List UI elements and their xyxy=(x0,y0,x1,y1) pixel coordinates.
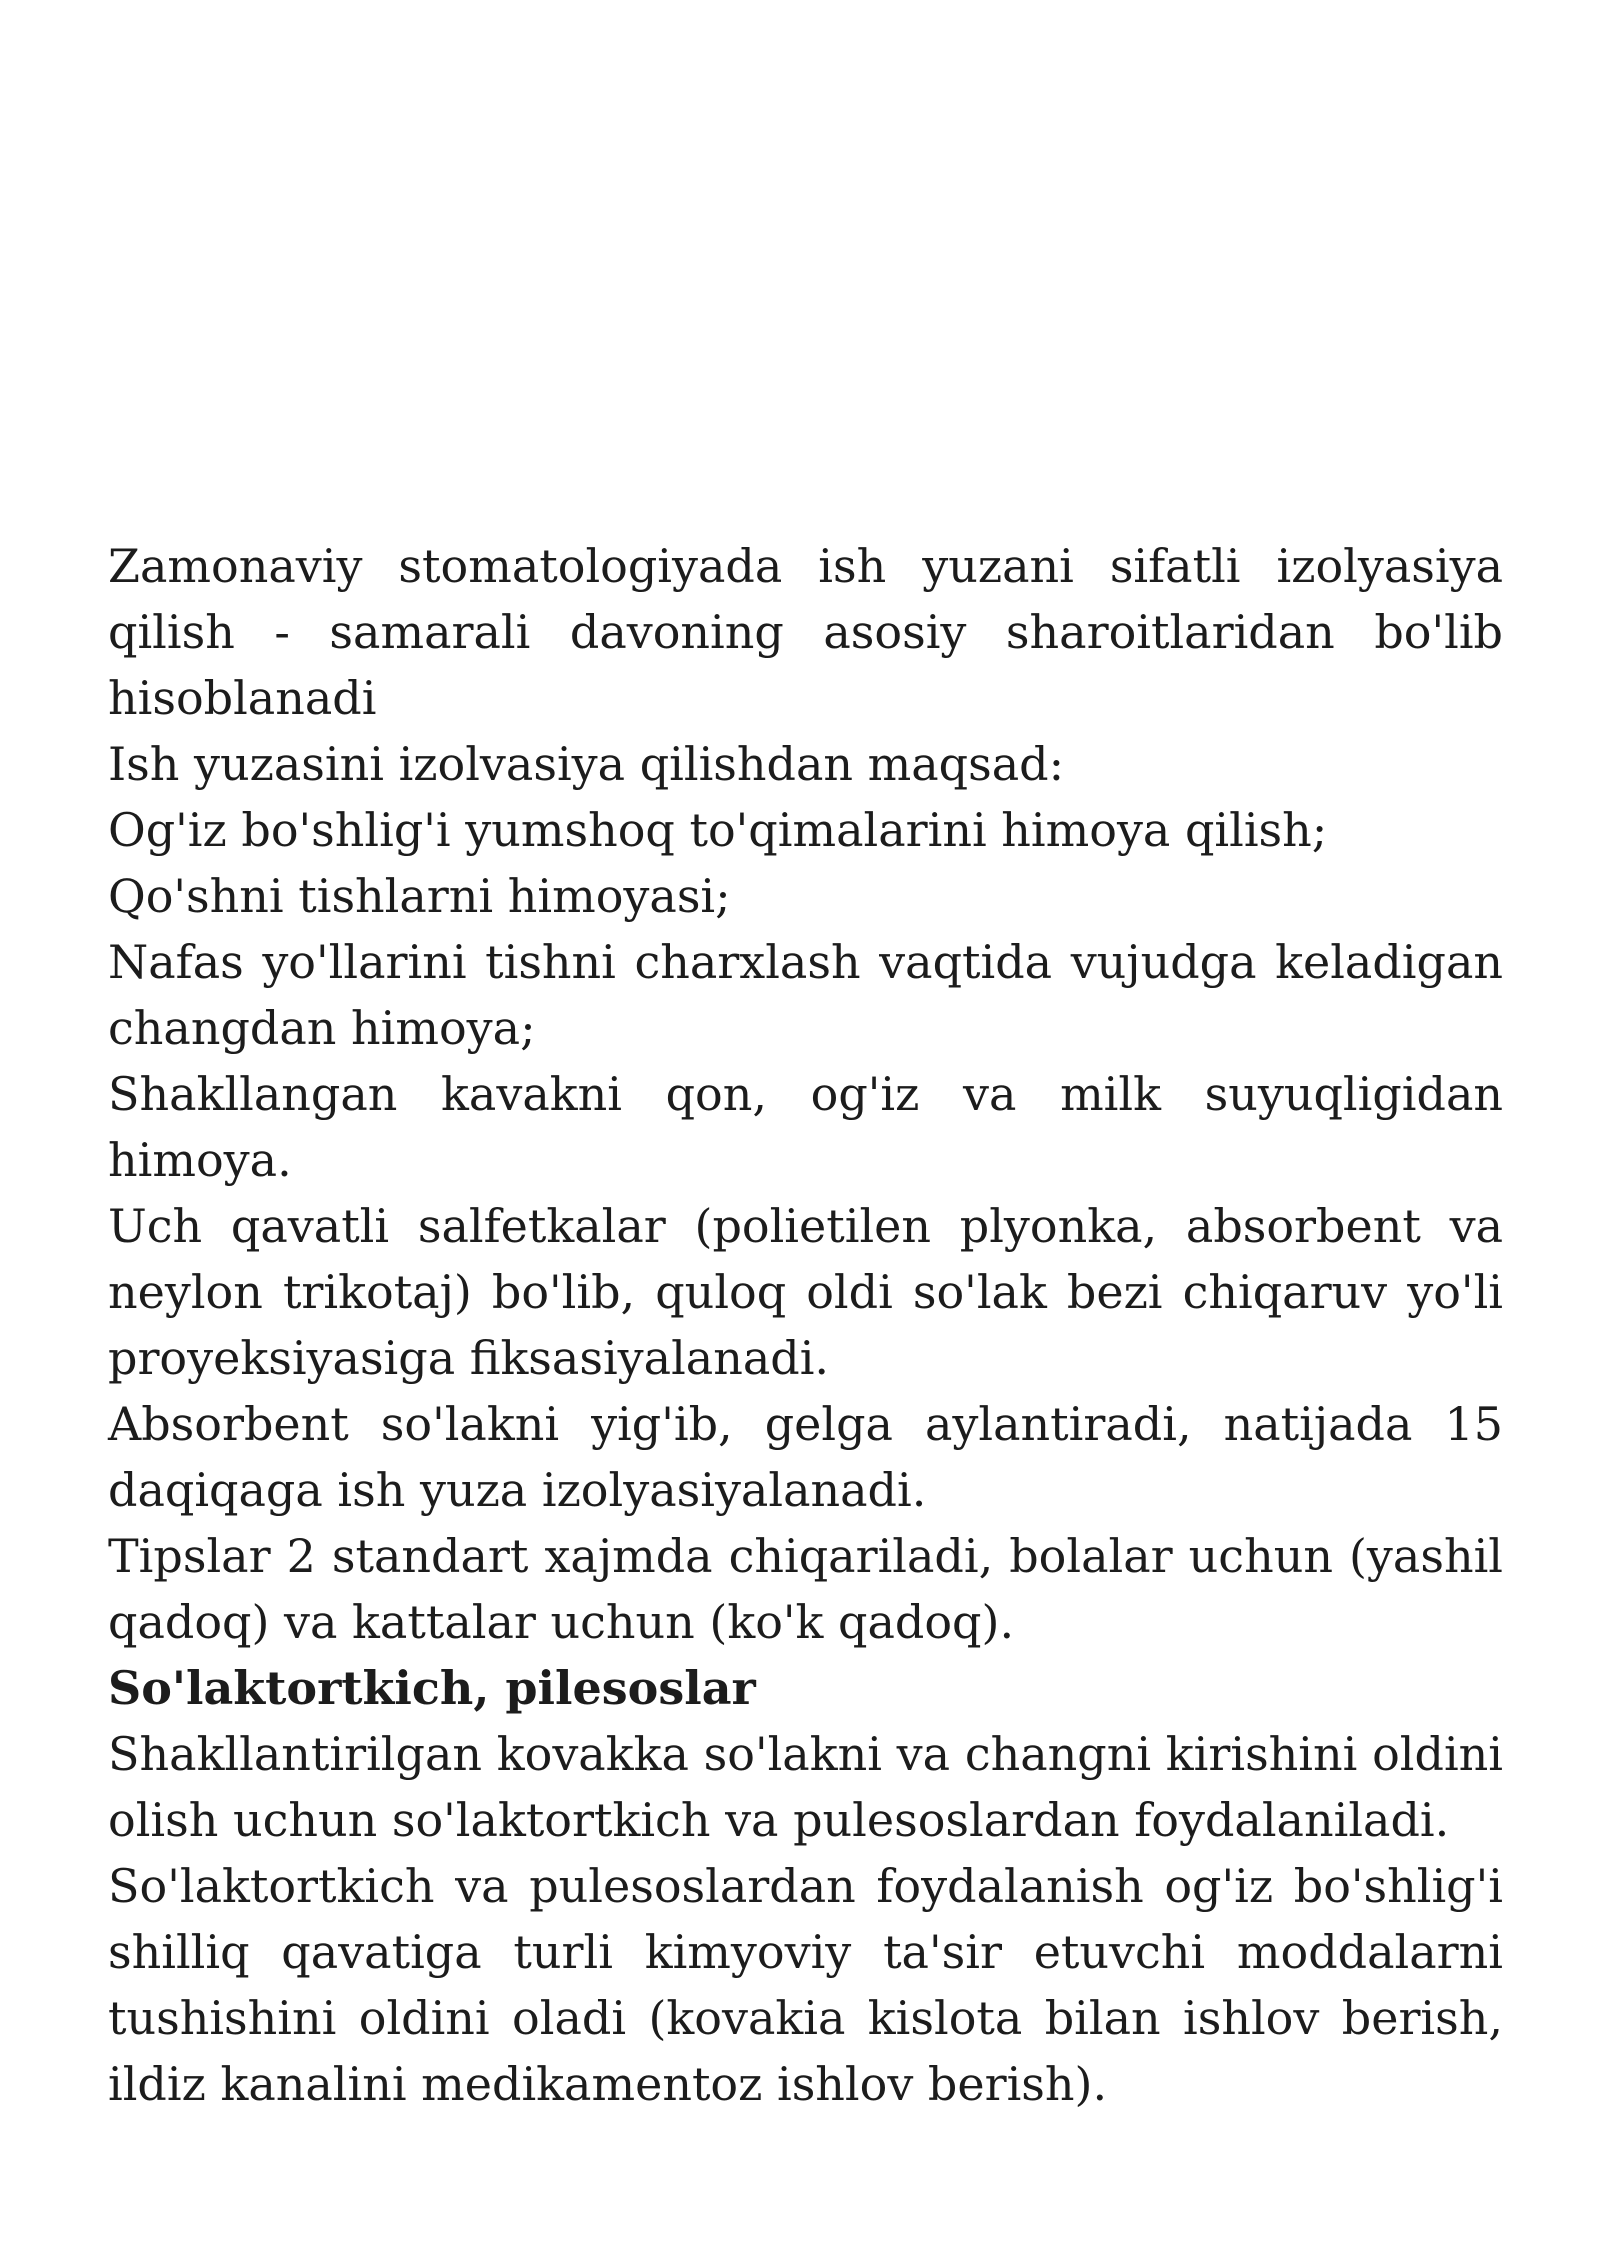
paragraph-purpose-heading: Ish yuzasini izolvasiya qilishdan maqsad: xyxy=(108,737,1065,791)
section-heading: So'laktortkich, pilesoslar xyxy=(108,1661,756,1715)
document-body xyxy=(108,533,1503,2117)
paragraph-ejector-benefit: So'laktortkich va pulesoslardan foydalanish og'iz bo'shlig'i shilliq qavatiga turli kimyoviy ta'sir etuvchi moddalarni tushishini oldini oladi (kovakia kislota bilan ishlov berish, ildiz kanalini medikamentoz ishlov berish). xyxy=(108,1859,1503,2111)
paragraph-purpose-item-4: Shakllangan kavakni qon, og'iz va milk suyuqligidan himoya. xyxy=(108,1067,1503,1187)
paragraph-intro: Zamonaviy stomatologiyada ish yuzani sifatli izolyasiya qilish - samarali davoning asosiy sharoitlaridan bo'lib hisoblanadi xyxy=(108,539,1503,725)
paragraph-purpose-item-2: Qo'shni tishlarni himoyasi; xyxy=(108,869,731,923)
paragraph-tips: Tipslar 2 standart xajmda chiqariladi, bolalar uchun (yashil qadoq) va kattalar uchun (ko'k qadoq). xyxy=(108,1529,1503,1649)
paragraph-purpose-item-1: Og'iz bo'shlig'i yumshoq to'qimalarini himoya qilish; xyxy=(108,803,1328,857)
paragraph-purpose-item-3: Nafas yo'llarini tishni charxlash vaqtida vujudga keladigan changdan himoya; xyxy=(108,935,1503,1055)
paragraph-ejector-purpose: Shakllantirilgan kovakka so'lakni va changni kirishini oldini olish uchun so'laktortkich va pulesoslardan foydalaniladi. xyxy=(108,1727,1503,1847)
paragraph-absorbent: Absorbent so'lakni yig'ib, gelga aylantiradi, natijada 15 daqiqaga ish yuza izolyasiyalanadi. xyxy=(108,1397,1503,1517)
paragraph-napkins: Uch qavatli salfetkalar (polietilen plyonka, absorbent va neylon trikotaj) bo'lib, quloq oldi so'lak bezi chiqaruv yo'li proyeksiyasiga fiksasiyalanadi. xyxy=(108,1199,1503,1385)
